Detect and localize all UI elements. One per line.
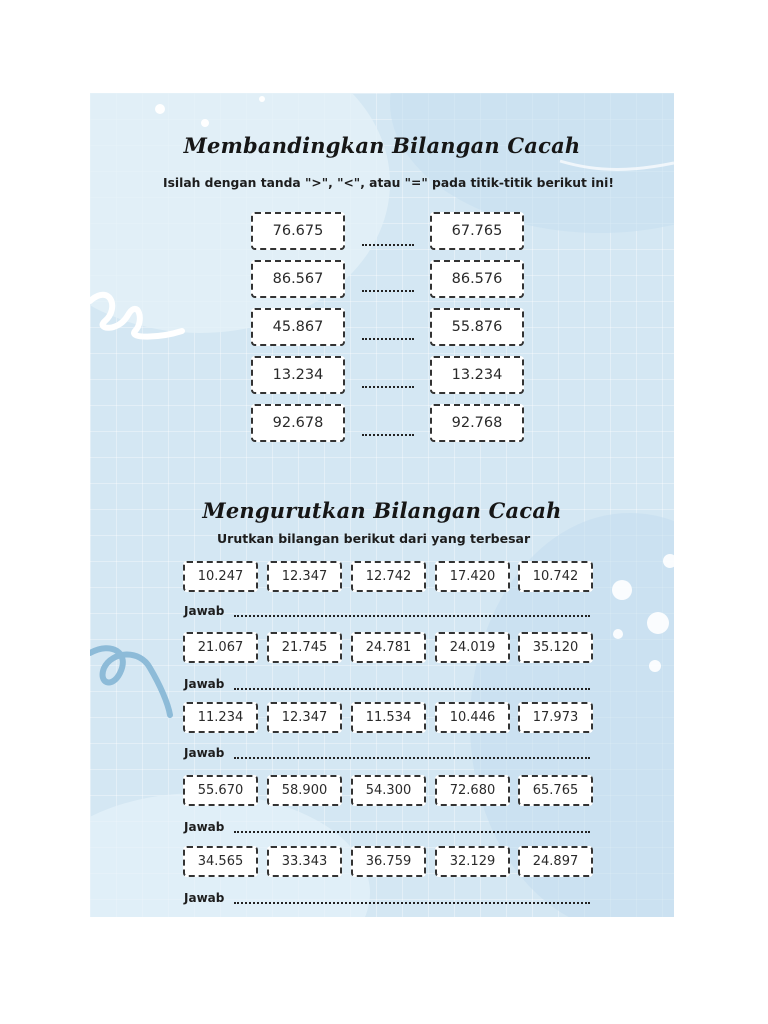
order-number: 11.534 (351, 702, 426, 733)
order-number: 24.781 (351, 632, 426, 663)
compare-title: Membandingkan Bilangan Cacah (183, 133, 581, 158)
order-number: 10.742 (518, 561, 593, 592)
compare-right-value: 55.876 (430, 308, 524, 346)
order-number: 54.300 (351, 775, 426, 806)
compare-left-value: 13.234 (251, 356, 345, 394)
answer-row[interactable] (184, 604, 590, 620)
compare-left-value: 45.867 (251, 308, 345, 346)
worksheet-page (90, 93, 674, 917)
order-number: 12.347 (267, 702, 342, 733)
bubble-icon (613, 629, 623, 639)
answer-blank-line[interactable] (234, 688, 590, 690)
compare-left-value: 92.678 (251, 404, 345, 442)
bubble-icon (649, 660, 661, 672)
compare-answer-blank[interactable] (362, 338, 414, 340)
order-number: 24.897 (518, 846, 593, 877)
compare-right-value: 92.768 (430, 404, 524, 442)
order-number: 65.765 (518, 775, 593, 806)
order-number: 34.565 (183, 846, 258, 877)
bubble-icon (647, 612, 669, 634)
order-number: 10.446 (435, 702, 510, 733)
order-number: 55.670 (183, 775, 258, 806)
answer-label: Jawab (184, 677, 225, 691)
order-number: 17.420 (435, 561, 510, 592)
order-number: 36.759 (351, 846, 426, 877)
answer-label: Jawab (184, 746, 225, 760)
order-number: 72.680 (435, 775, 510, 806)
answer-row[interactable] (184, 891, 590, 907)
answer-blank-line[interactable] (234, 615, 590, 617)
order-number: 21.067 (183, 632, 258, 663)
bubble-icon (663, 554, 674, 568)
order-number: 21.745 (267, 632, 342, 663)
compare-left-value: 76.675 (251, 212, 345, 250)
answer-blank-line[interactable] (234, 831, 590, 833)
order-number: 12.347 (267, 561, 342, 592)
order-instruction: Urutkan bilangan berikut dari yang terbesar (217, 531, 531, 546)
compare-instruction: Isilah dengan tanda ">", "<", atau "=" pada titik-titik berikut ini! (163, 176, 614, 190)
order-number: 32.129 (435, 846, 510, 877)
compare-left-value: 86.567 (251, 260, 345, 298)
order-number: 17.973 (518, 702, 593, 733)
order-number: 35.120 (518, 632, 593, 663)
answer-row[interactable] (184, 820, 590, 836)
compare-answer-blank[interactable] (362, 244, 414, 246)
answer-row[interactable] (184, 746, 590, 762)
bubble-icon (259, 96, 265, 102)
order-number: 11.234 (183, 702, 258, 733)
compare-answer-blank[interactable] (362, 290, 414, 292)
blue-swirl-icon (90, 648, 170, 715)
order-number: 10.247 (183, 561, 258, 592)
answer-label: Jawab (184, 820, 225, 834)
bubble-icon (201, 119, 209, 127)
compare-answer-blank[interactable] (362, 434, 414, 436)
answer-blank-line[interactable] (234, 902, 590, 904)
bubble-icon (155, 104, 165, 114)
order-title: Mengurutkan Bilangan Cacah (202, 498, 562, 523)
answer-label: Jawab (184, 891, 225, 905)
compare-right-value: 67.765 (430, 212, 524, 250)
order-number: 33.343 (267, 846, 342, 877)
white-swirl-icon (90, 295, 182, 337)
order-number: 12.742 (351, 561, 426, 592)
order-number: 24.019 (435, 632, 510, 663)
answer-label: Jawab (184, 604, 225, 618)
compare-right-value: 86.576 (430, 260, 524, 298)
answer-row[interactable] (184, 677, 590, 693)
bubble-icon (612, 580, 632, 600)
answer-blank-line[interactable] (234, 757, 590, 759)
white-stroke-icon (560, 161, 674, 170)
compare-answer-blank[interactable] (362, 386, 414, 388)
compare-right-value: 13.234 (430, 356, 524, 394)
order-number: 58.900 (267, 775, 342, 806)
